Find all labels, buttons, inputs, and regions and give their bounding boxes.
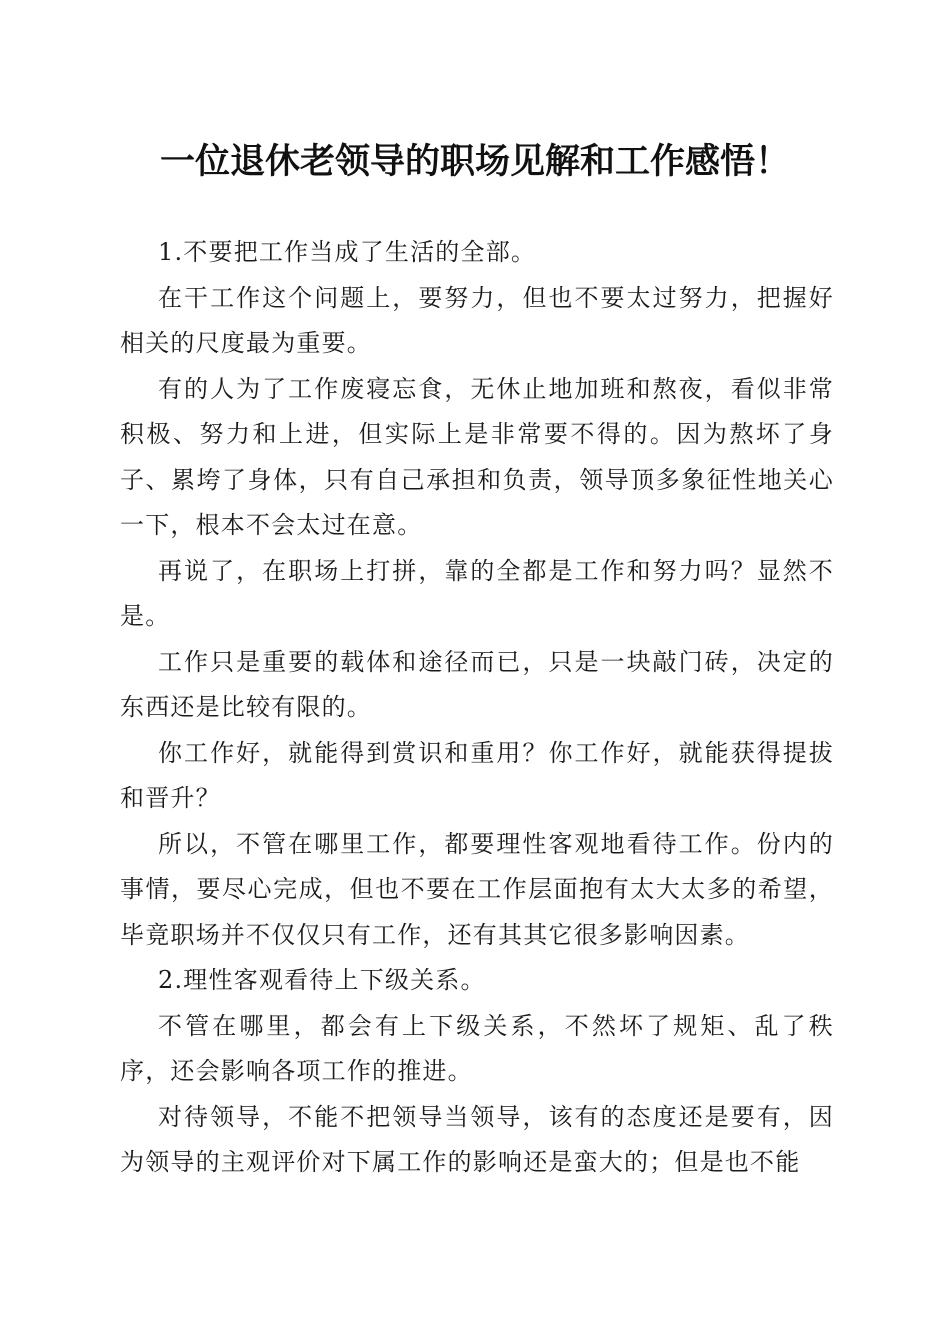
- document-title: 一位退休老领导的职场见解和工作感悟！: [159, 141, 790, 182]
- paragraph: 1.不要把工作当成了生活的全部。: [158, 238, 537, 266]
- paragraph: 不管在哪里，都会有上下级关系，不然坏了规矩、乱了秩序，还会影响各项工作的推进。: [120, 1011, 834, 1085]
- paragraph: 所以，不管在哪里工作，都要理性客观地看待工作。份内的事情，要尽心完成，但也不要在工作层面抱有太大太多的希望，毕竟职场并不仅仅只有工作，还有其其它很多影响因素。: [120, 829, 834, 949]
- paragraph: 有的人为了工作废寝忘食，无休止地加班和熬夜，看似非常积极、努力和上进，但实际上是非常要不得的。因为熬坏了身子、累垮了身体，只有自己承担和负责，领导顶多象征性地关心一下，根本不会太过在意。: [120, 374, 834, 539]
- paragraph: 工作只是重要的载体和途径而已，只是一块敲门砖，决定的东西还是比较有限的。: [120, 647, 834, 721]
- paragraph: 你工作好，就能得到赏识和重用？你工作好，就能获得提拔和晋升？: [120, 738, 834, 812]
- paragraph: 对待领导，不能不把领导当领导，该有的态度还是要有，因为领导的主观评价对下属工作的影响还是蛮大的；但是也不能: [120, 1102, 834, 1176]
- document-body: [120, 230, 834, 1186]
- paragraph: 在干工作这个问题上，要努力，但也不要太过努力，把握好相关的尺度最为重要。: [120, 283, 834, 357]
- paragraph: 2.理性客观看待上下级关系。: [158, 966, 486, 994]
- paragraph: 再说了，在职场上打拼，靠的全都是工作和努力吗？显然不是。: [120, 556, 834, 630]
